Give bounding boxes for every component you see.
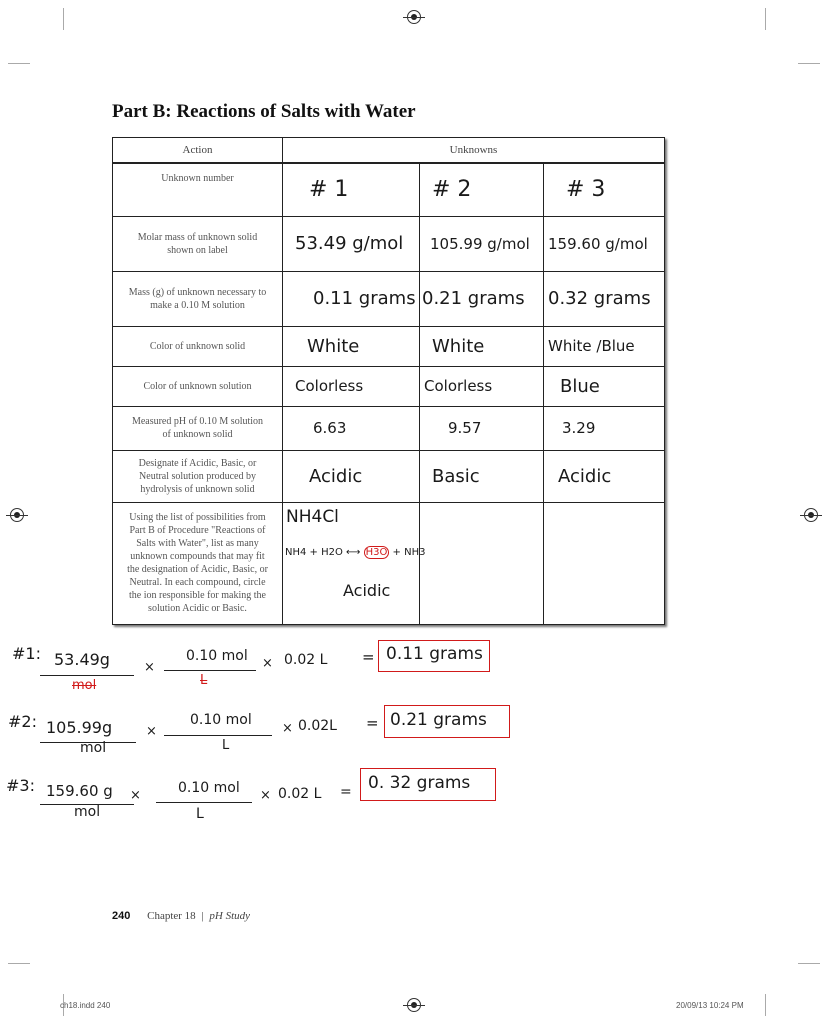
- unknown-3-solid-color: White /Blue: [544, 326, 665, 366]
- unknown-1-number: # 1: [283, 163, 420, 216]
- print-file-slug: ch18.indd 240: [60, 1001, 111, 1010]
- crop-mark: [798, 63, 820, 64]
- row-action: Using the list of possibilities from Part B of Procedure "Reactions of Salts with Water", list as many unknown compounds that may fit the designation of Acidic, Basic, or Neutral. In each compound, circle the ion responsible for making the solution Acidic or Basic.: [113, 502, 283, 624]
- table-row: [113, 502, 665, 624]
- calc-2-label: #2:: [8, 712, 37, 731]
- calc-2-volume: 0.02L: [298, 718, 337, 734]
- calc-2-mass-numerator: 105.99g: [46, 718, 113, 737]
- page-number: 240: [112, 910, 131, 922]
- calc-1-times-2: ×: [262, 656, 273, 671]
- calc-1-volume: 0.02 L: [284, 652, 328, 668]
- unknown-3-mass: 0.32 grams: [544, 271, 665, 326]
- calc-3-times: ×: [130, 788, 141, 803]
- unknown-3-ph: 3.29: [544, 406, 665, 450]
- calc-2-conc-denominator: L: [222, 738, 230, 753]
- unknown-3-molar-mass: 159.60 g/mol: [544, 216, 665, 271]
- page-footer: [112, 910, 250, 922]
- unknown-2-compounds: [420, 502, 544, 624]
- unknown-2-solution-color: Colorless: [420, 366, 544, 406]
- calc-1-result: 0.11 grams: [386, 644, 483, 664]
- print-timestamp: 20/09/13 10:24 PM: [676, 1001, 744, 1010]
- unknown-1-ph: 6.63: [283, 406, 420, 450]
- crop-mark: [798, 963, 820, 964]
- equation-right: + NH3: [392, 546, 426, 558]
- calc-2-mass-denominator: mol: [80, 740, 107, 756]
- registration-mark-icon: [407, 998, 421, 1012]
- calc-3-label: #3:: [6, 776, 35, 795]
- calc-2-conc-numerator: 0.10 mol: [190, 712, 252, 728]
- calc-1-times: ×: [144, 660, 155, 675]
- table-row: [113, 406, 665, 450]
- registration-mark-icon: [804, 508, 818, 522]
- unknown-3-number: # 3: [544, 163, 665, 216]
- table-row: [113, 366, 665, 406]
- table-header-row: [113, 138, 665, 164]
- unknown-2-mass: 0.21 grams: [420, 271, 544, 326]
- unknown-1-compounds: [283, 502, 426, 624]
- table-row: [113, 271, 665, 326]
- table-row: [113, 216, 665, 271]
- calc-1-conc-numerator: 0.10 mol: [186, 648, 248, 664]
- calc-3-times-2: ×: [260, 788, 271, 803]
- calc-2-equals: =: [366, 714, 379, 732]
- calc-3-mass-denominator: mol: [74, 804, 101, 820]
- data-table: [112, 137, 665, 625]
- calc-1-equals: =: [362, 648, 375, 666]
- unknown-3-compounds: [544, 502, 665, 624]
- footer-section: pH Study: [209, 910, 251, 922]
- fraction-line: [164, 670, 256, 671]
- hydrolysis-equation: [285, 547, 425, 558]
- row-action: Mass (g) of unknown necessary to make a 0.10 M solution: [113, 271, 283, 326]
- table-row: [113, 326, 665, 366]
- circled-ion: H3O: [365, 546, 388, 558]
- registration-mark-icon: [407, 10, 421, 24]
- unknown-2-solid-color: White: [420, 326, 544, 366]
- row-action: Measured pH of 0.10 M solution of unknown solid: [113, 406, 283, 450]
- row-action: Unknown number: [113, 163, 283, 216]
- crop-mark: [765, 8, 766, 30]
- unknown-2-ph: 9.57: [420, 406, 544, 450]
- registration-mark-icon: [10, 508, 24, 522]
- row-action: Color of unknown solid: [113, 326, 283, 366]
- footer-separator: |: [201, 910, 204, 922]
- fraction-line: [164, 735, 272, 736]
- calc-1-label: #1:: [12, 644, 41, 663]
- calc-2-times: ×: [146, 724, 157, 739]
- row-action: Color of unknown solution: [113, 366, 283, 406]
- crop-mark: [63, 8, 64, 30]
- page-title: Part B: Reactions of Salts with Water: [112, 101, 416, 122]
- unknown-3-designation: Acidic: [544, 450, 665, 502]
- unknown-1-molar-mass: 53.49 g/mol: [283, 216, 420, 271]
- calc-3-conc-numerator: 0.10 mol: [178, 780, 240, 796]
- crop-mark: [8, 963, 30, 964]
- unknown-1-solution-color: Colorless: [283, 366, 420, 406]
- table-row: [113, 450, 665, 502]
- calc-3-mass-numerator: 159.60 g: [46, 782, 113, 800]
- calc-3-equals: =: [340, 784, 352, 800]
- equation-left: NH4 + H2O: [285, 546, 343, 558]
- calc-2-result: 0.21 grams: [390, 710, 487, 730]
- table-row: [113, 163, 665, 216]
- unknown-1-designation: Acidic: [283, 450, 420, 502]
- footer-chapter: Chapter 18: [147, 910, 196, 922]
- unknown-3-solution-color: Blue: [544, 366, 665, 406]
- crop-mark: [8, 63, 30, 64]
- fraction-line: [156, 802, 252, 803]
- unknown-1-mass: 0.11 grams: [283, 271, 420, 326]
- compound-designation: Acidic: [343, 580, 391, 600]
- row-action: Designate if Acidic, Basic, or Neutral solution produced by hydrolysis of unknown solid: [113, 450, 283, 502]
- header-action: Action: [113, 138, 283, 164]
- unknown-1-solid-color: White: [283, 326, 420, 366]
- calc-2-times-2: ×: [282, 721, 293, 736]
- unknown-2-number: # 2: [420, 163, 544, 216]
- compound-formula: NH4Cl: [286, 506, 339, 527]
- row-action: Molar mass of unknown solid shown on label: [113, 216, 283, 271]
- calc-3-volume: 0.02 L: [278, 786, 322, 802]
- calc-3-conc-denominator: L: [196, 806, 204, 822]
- crop-mark: [765, 994, 766, 1016]
- equation-arrow: ⟷: [346, 546, 361, 558]
- calc-1-conc-denominator: L: [200, 673, 208, 688]
- calc-3-result: 0. 32 grams: [368, 773, 471, 793]
- unknown-2-designation: Basic: [420, 450, 544, 502]
- unknown-2-molar-mass: 105.99 g/mol: [420, 216, 544, 271]
- calc-1-mass-denominator: mol: [72, 678, 97, 693]
- header-unknowns: Unknowns: [283, 138, 665, 164]
- calc-1-mass-numerator: 53.49g: [54, 650, 110, 669]
- fraction-line: [40, 675, 134, 676]
